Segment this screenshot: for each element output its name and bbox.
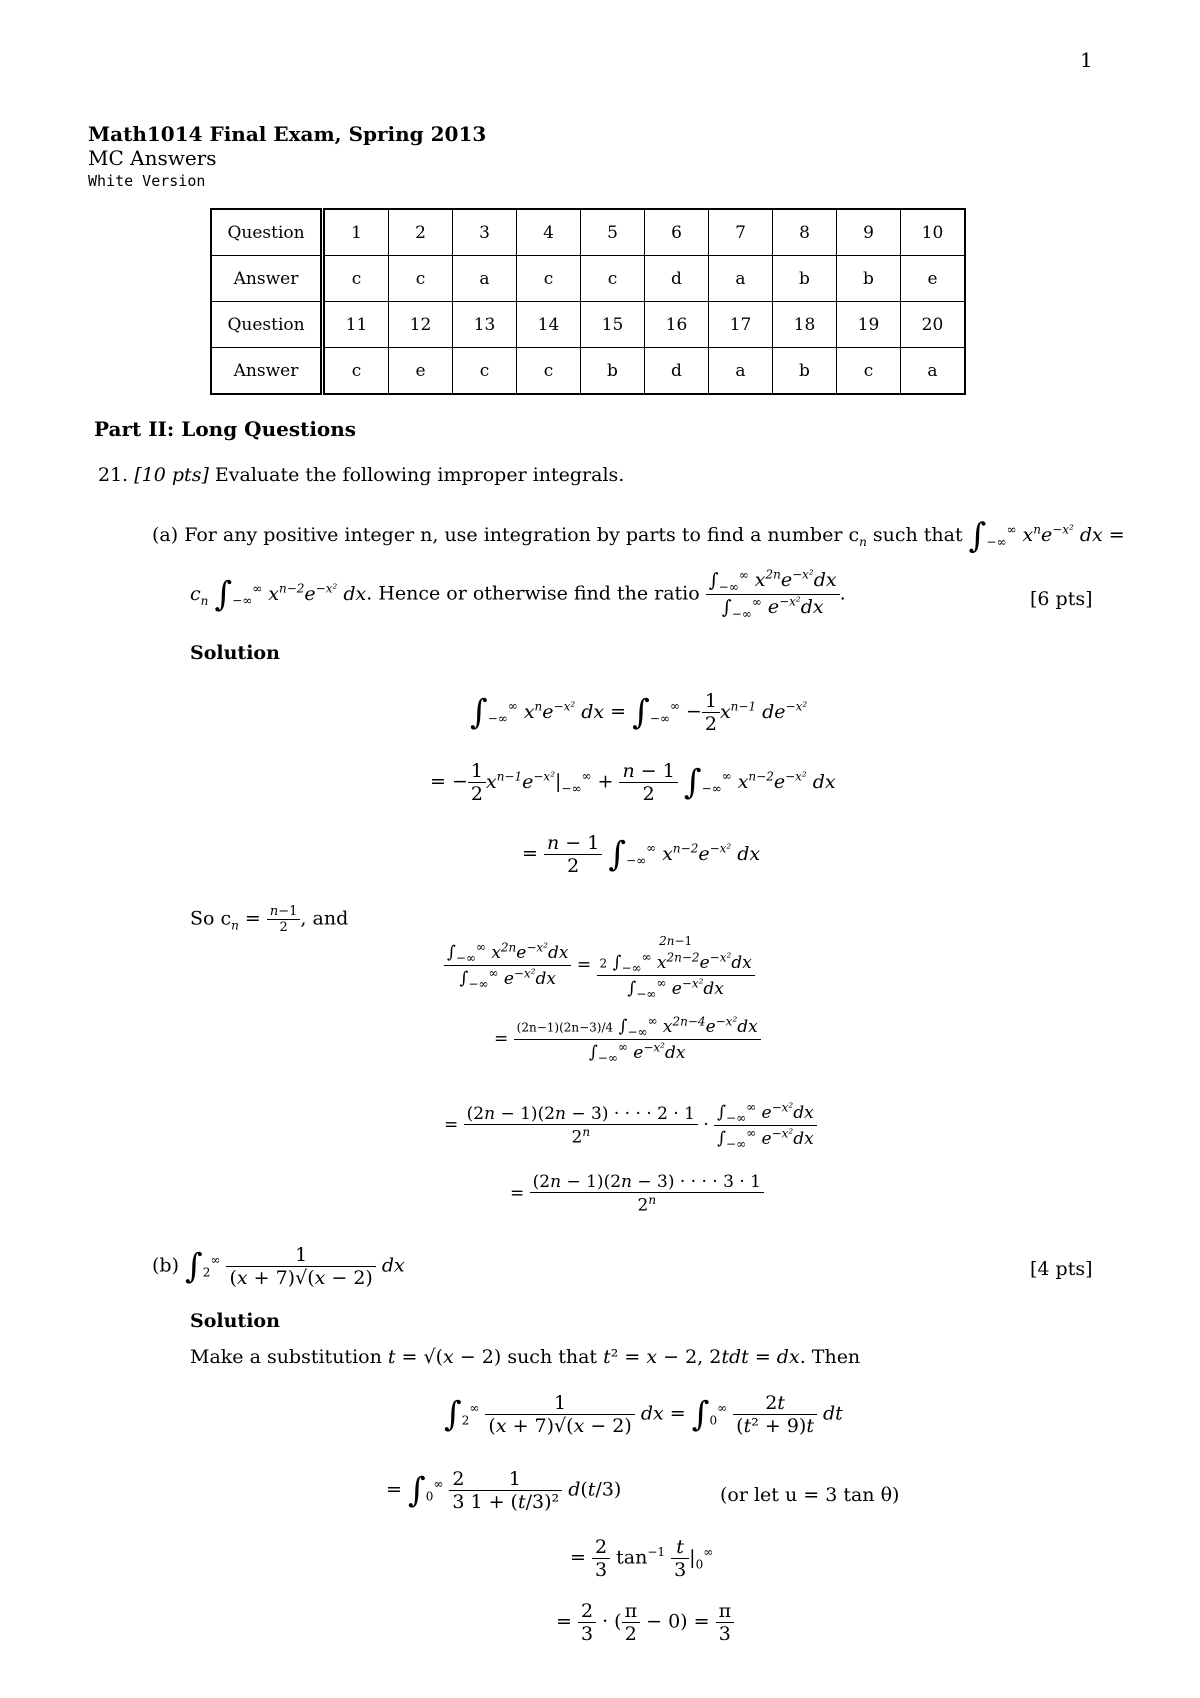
answer-cell: a	[901, 348, 966, 395]
sub-text-2: such that	[507, 1346, 598, 1368]
question-cell: 5	[581, 209, 645, 256]
question-cell: 11	[323, 302, 389, 348]
answer-cell: c	[581, 256, 645, 302]
answer-cell: b	[773, 348, 837, 395]
table-row	[211, 348, 965, 395]
alt-substitution-note: (or let u = 3 tan θ)	[720, 1484, 900, 1506]
equation-line: $\int_2^\infty$ $\frac{1}{(x + 7)√(x - 2)}$ dx = $\int_0^\infty$ $\frac{2t}{\text{(t² + 9)t}}$ dt	[444, 1392, 843, 1437]
part-title: Part II: Long Questions	[94, 417, 357, 441]
equation-line: = $\frac{(2n-1)(2n-3)/4 \int_{-\infty}^\infty x^{2n-4}e^{-x^2}dx}{\int_{-\infty}^\infty e^{-x^2}dx}$	[494, 1014, 761, 1065]
table-row	[211, 209, 965, 256]
equation-line: = $\frac{2}{3}$ · ( $\frac{\pi}{2}$ − 0) = $\frac{\pi}{3}$	[556, 1600, 734, 1645]
row-label: Question	[211, 209, 323, 256]
exam-subtitle: MC Answers	[88, 146, 217, 170]
answer-cell: c	[323, 348, 389, 395]
exam-title: Math1014 Final Exam, Spring 2013	[88, 122, 487, 146]
answer-cell: d	[645, 256, 709, 302]
question-cell: 1	[323, 209, 389, 256]
answer-cell: c	[453, 348, 517, 395]
question-cell: 6	[645, 209, 709, 256]
answer-cell: e	[901, 256, 966, 302]
equation-line: $\int_{-\infty}^\infty$ $x^ne^{-x^2}$ dx = $\int_{-\infty}^\infty$ − $\frac{1}{2}$ $x^{n-1}$ $de^{-x^2}$	[470, 690, 808, 735]
table-row	[211, 256, 965, 302]
sub-text-1: Make a substitution	[190, 1346, 382, 1368]
answer-cell: c	[517, 348, 581, 395]
answer-cell: e	[389, 348, 453, 395]
row-label: Answer	[211, 256, 323, 302]
row-label: Answer	[211, 348, 323, 395]
question-cell: 19	[837, 302, 901, 348]
exam-version: White Version	[88, 172, 206, 190]
answer-cell: c	[517, 256, 581, 302]
answer-cell: c	[389, 256, 453, 302]
question-cell: 17	[709, 302, 773, 348]
mc-answer-table	[210, 208, 966, 395]
question-cell: 18	[773, 302, 837, 348]
question-cell: 13	[453, 302, 517, 348]
equation-line: = $\int_0^\infty$ $\frac{2}{3}$ $\frac{1}{\text{1 + (t/3)²}}$ d(t/3)	[386, 1468, 622, 1513]
so-cn-text: So $c_n$ = $\frac{n-1}{2}$ , and	[190, 904, 349, 935]
sub-text-3: Then	[811, 1346, 861, 1368]
table-row	[211, 302, 965, 348]
answer-cell: a	[709, 256, 773, 302]
solution-label: Solution	[190, 1310, 280, 1332]
equation-line: = − $\frac{1}{2}$ $x^{n-1}e^{-x^2}|_{-\infty}^\infty$ + $\frac{n - 1}{2}$ $\int_{-\infty}^\infty$ $x^{n-2}e^{-x^2}$ dx	[430, 760, 836, 805]
part-a-points: [6 pts]	[1030, 588, 1093, 610]
equation-line: = $\frac{(2n - 1)(2n - 3) \cdot \cdot \cdot \cdot 2 \cdot 1}{2^n}$ · $\frac{\int_{-\infty}^\infty e^{-x^2}dx}{\int_{-\infty}^\infty e^{-x^2}dx}$	[444, 1100, 817, 1151]
part-a-text: For any positive integer n, use integration by parts to find a number c	[184, 524, 860, 546]
equation-line: = $\frac{(2n - 1)(2n - 3) \cdot \cdot \cdot \cdot 3 \cdot 1}{2^n}$	[510, 1172, 764, 1216]
question-cell: 12	[389, 302, 453, 348]
question-cell: 7	[709, 209, 773, 256]
part-a-statement-line2: $c_n$ $\int_{-\infty}^\infty$ $x^{n-2}e^{-x^2}$ dx. Hence or otherwise find the ratio $\frac{\int_{-\infty}^\infty x^{2n}e^{-x^2}dx}{\int_{-\infty}^\infty e^{-x^2}dx}$ .	[190, 568, 846, 622]
question-cell: 9	[837, 209, 901, 256]
answer-cell: c	[837, 348, 901, 395]
answer-cell: b	[773, 256, 837, 302]
answer-cell: a	[453, 256, 517, 302]
part-b-label: (b)	[152, 1254, 179, 1277]
answer-cell: b	[837, 256, 901, 302]
part-b-statement: (b) $\int_2^\infty$ $\frac{1}{(x + 7)√(x - 2)}$ dx	[152, 1244, 405, 1289]
part-a-statement-line1: (a) For any positive integer n, use integration by parts to find a number $c_n$ such that $\int_{-\infty}^\infty$ $x^ne^{-x^2}$ dx =	[152, 516, 1125, 556]
question-cell: 2	[389, 209, 453, 256]
solution-label: Solution	[190, 642, 280, 664]
part-b-points: [4 pts]	[1030, 1258, 1093, 1280]
question-cell: 10	[901, 209, 966, 256]
question-cell: 15	[581, 302, 645, 348]
answer-cell: b	[581, 348, 645, 395]
substitution-text: Make a substitution t = √(x − 2) such that t² = x − 2, 2tdt = dx. Then	[190, 1346, 861, 1368]
question-cell: 16	[645, 302, 709, 348]
question-prompt: Evaluate the following improper integrals.	[214, 464, 625, 486]
equation-line: $\frac{\int_{-\infty}^\infty x^{2n}e^{-x^2}dx}{\int_{-\infty}^\infty e^{-x^2}dx}$ = 2n−1 2 $\int_{-\infty}^\infty$ $x^{2n-2}e^{-x^2}dx$ $\int_{-\infty}^\infty$ $e^{-x^2}dx$	[444, 930, 755, 1001]
question-cell: 20	[901, 302, 966, 348]
so-text: So c	[190, 907, 232, 930]
row-label: Question	[211, 302, 323, 348]
equation-line: = $\frac{2}{3}$ $\tan^{-1}$ $\frac{t}{3}$ $|_0^\infty$	[570, 1536, 714, 1581]
question-21-header	[98, 464, 624, 486]
page-number: 1	[1080, 48, 1093, 72]
part-a-text-3: Hence or otherwise find the ratio	[378, 582, 700, 605]
question-cell: 8	[773, 209, 837, 256]
question-points: [10 pts]	[134, 464, 209, 486]
and-text: , and	[300, 907, 349, 930]
question-number: 21.	[98, 464, 129, 486]
question-cell: 4	[517, 209, 581, 256]
question-cell: 14	[517, 302, 581, 348]
part-a-text-2: such that	[872, 524, 963, 546]
answer-cell: a	[709, 348, 773, 395]
answer-cell: d	[645, 348, 709, 395]
equation-line: = $\frac{n - 1}{2}$ $\int_{-\infty}^\infty$ $x^{n-2}e^{-x^2}$ dx	[522, 832, 761, 877]
part-a-label: (a)	[152, 524, 179, 546]
question-cell: 3	[453, 209, 517, 256]
answer-cell: c	[323, 256, 389, 302]
